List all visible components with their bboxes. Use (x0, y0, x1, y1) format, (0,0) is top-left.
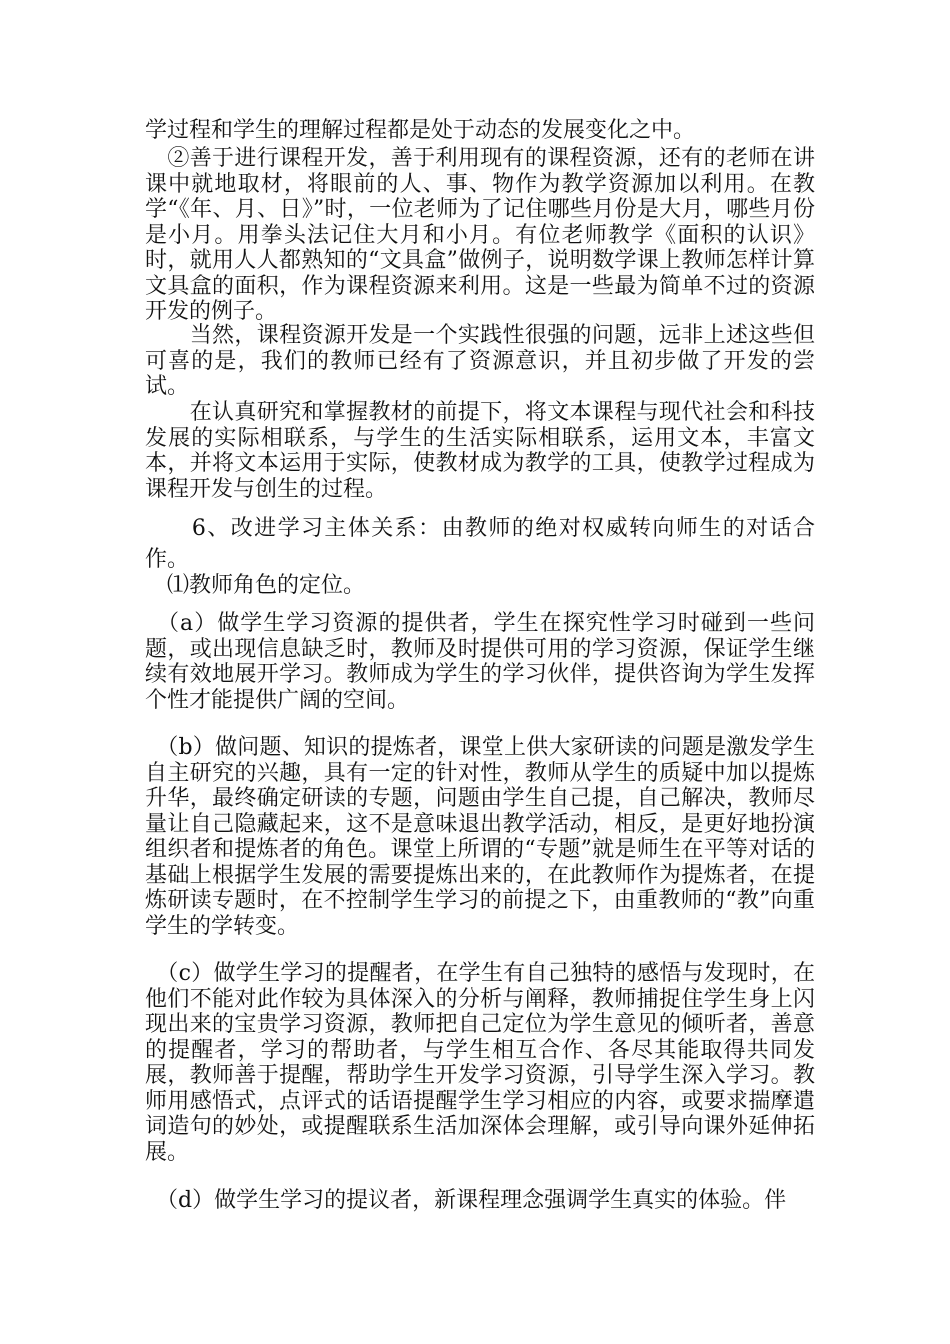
paragraph-4: 在认真研究和掌握教材的前提下，将文本课程与现代社会和科技发展的实际相联系，与学生的生活实际相联系，运用文本，丰富文本，并将文本运用于实际，使教材成为教学的工具，使教学过程成为课程开发与创生的过程。 (145, 400, 815, 502)
paragraph-2: ②善于进行课程开发，善于利用现有的课程资源，还有的老师在讲课中就地取材，将眼前的人、事、物作为教学资源加以利用。在教学“《年、月、日》”时，一位老师为了记住哪些月份是大月，哪些月份是小月。用拳头法记住大月和小月。有位老师教学《面积的认识》时，就用人人都熟知的“文具盒”做例子，说明数学课上教师怎样计算文具盒的面积，作为课程资源来利用。这是一些最为简单不过的资源开发的例子。 (145, 146, 815, 324)
paragraph-role-d: （d）做学生学习的提议者，新课程理念强调学生真实的体验。伴 (145, 1188, 787, 1213)
paragraph-role-a: （a）做学生学习资源的提供者，学生在探究性学习时碰到一些问题，或出现信息缺乏时，教师及时提供可用的学习资源，保证学生继续有效地展开学习。教师成为学生的学习伙伴，提供咨询为学生发挥个性才能提供广阔的空间。 (145, 611, 815, 713)
paragraph-role-b: （b）做问题、知识的提炼者，课堂上供大家研读的问题是激发学生自主研究的兴趣，具有一定的针对性，教师从学生的质疑中加以提炼升华，最终确定研读的专题，问题由学生自己提，自己解决，教师尽量让自己隐藏起来，这不是意味退出教学活动，相反，是更好地扮演组织者和提炼者的角色。课堂上所谓的“专题”就是师生在平等对话的基础上根据学生发展的需要提炼出来的，在此教师作为提炼者，在提炼研读专题时，在不控制学生学习的前提之下，由重教师的“教”向重学生的学转变。 (145, 735, 815, 939)
paragraph-1: 学过程和学生的理解过程都是处于动态的发展变化之中。 (145, 118, 696, 143)
paragraph-3: 当然，课程资源开发是一个实践性很强的问题，远非上述这些但可喜的是，我们的教师已经有了资源意识，并且初步做了开发的尝试。 (145, 323, 815, 399)
subsection-heading: ⑴教师角色的定位。 (145, 573, 366, 598)
paragraph-role-c: （c）做学生学习的提醒者，在学生有自己独特的感悟与发现时，在他们不能对此作较为具体深入的分析与阐释，教师捕捉住学生身上闪现出来的宝贵学习资源，教师把自己定位为学生意见的倾听者，善意的提醒者，学习的帮助者，与学生相互合作、各尽其能取得共同发展，教师善于提醒，帮助学生开发学习资源，引导学生深入学习。教师用感悟式，点评式的话语提醒学生学习相应的内容，或要求揣摩遣词造句的妙处，或提醒联系生活加深体会理解，或引导向课外延伸拓展。 (145, 961, 815, 1165)
section-heading: 6、改进学习主体关系：由教师的绝对权威转向师生的对话合作。 (145, 516, 815, 572)
